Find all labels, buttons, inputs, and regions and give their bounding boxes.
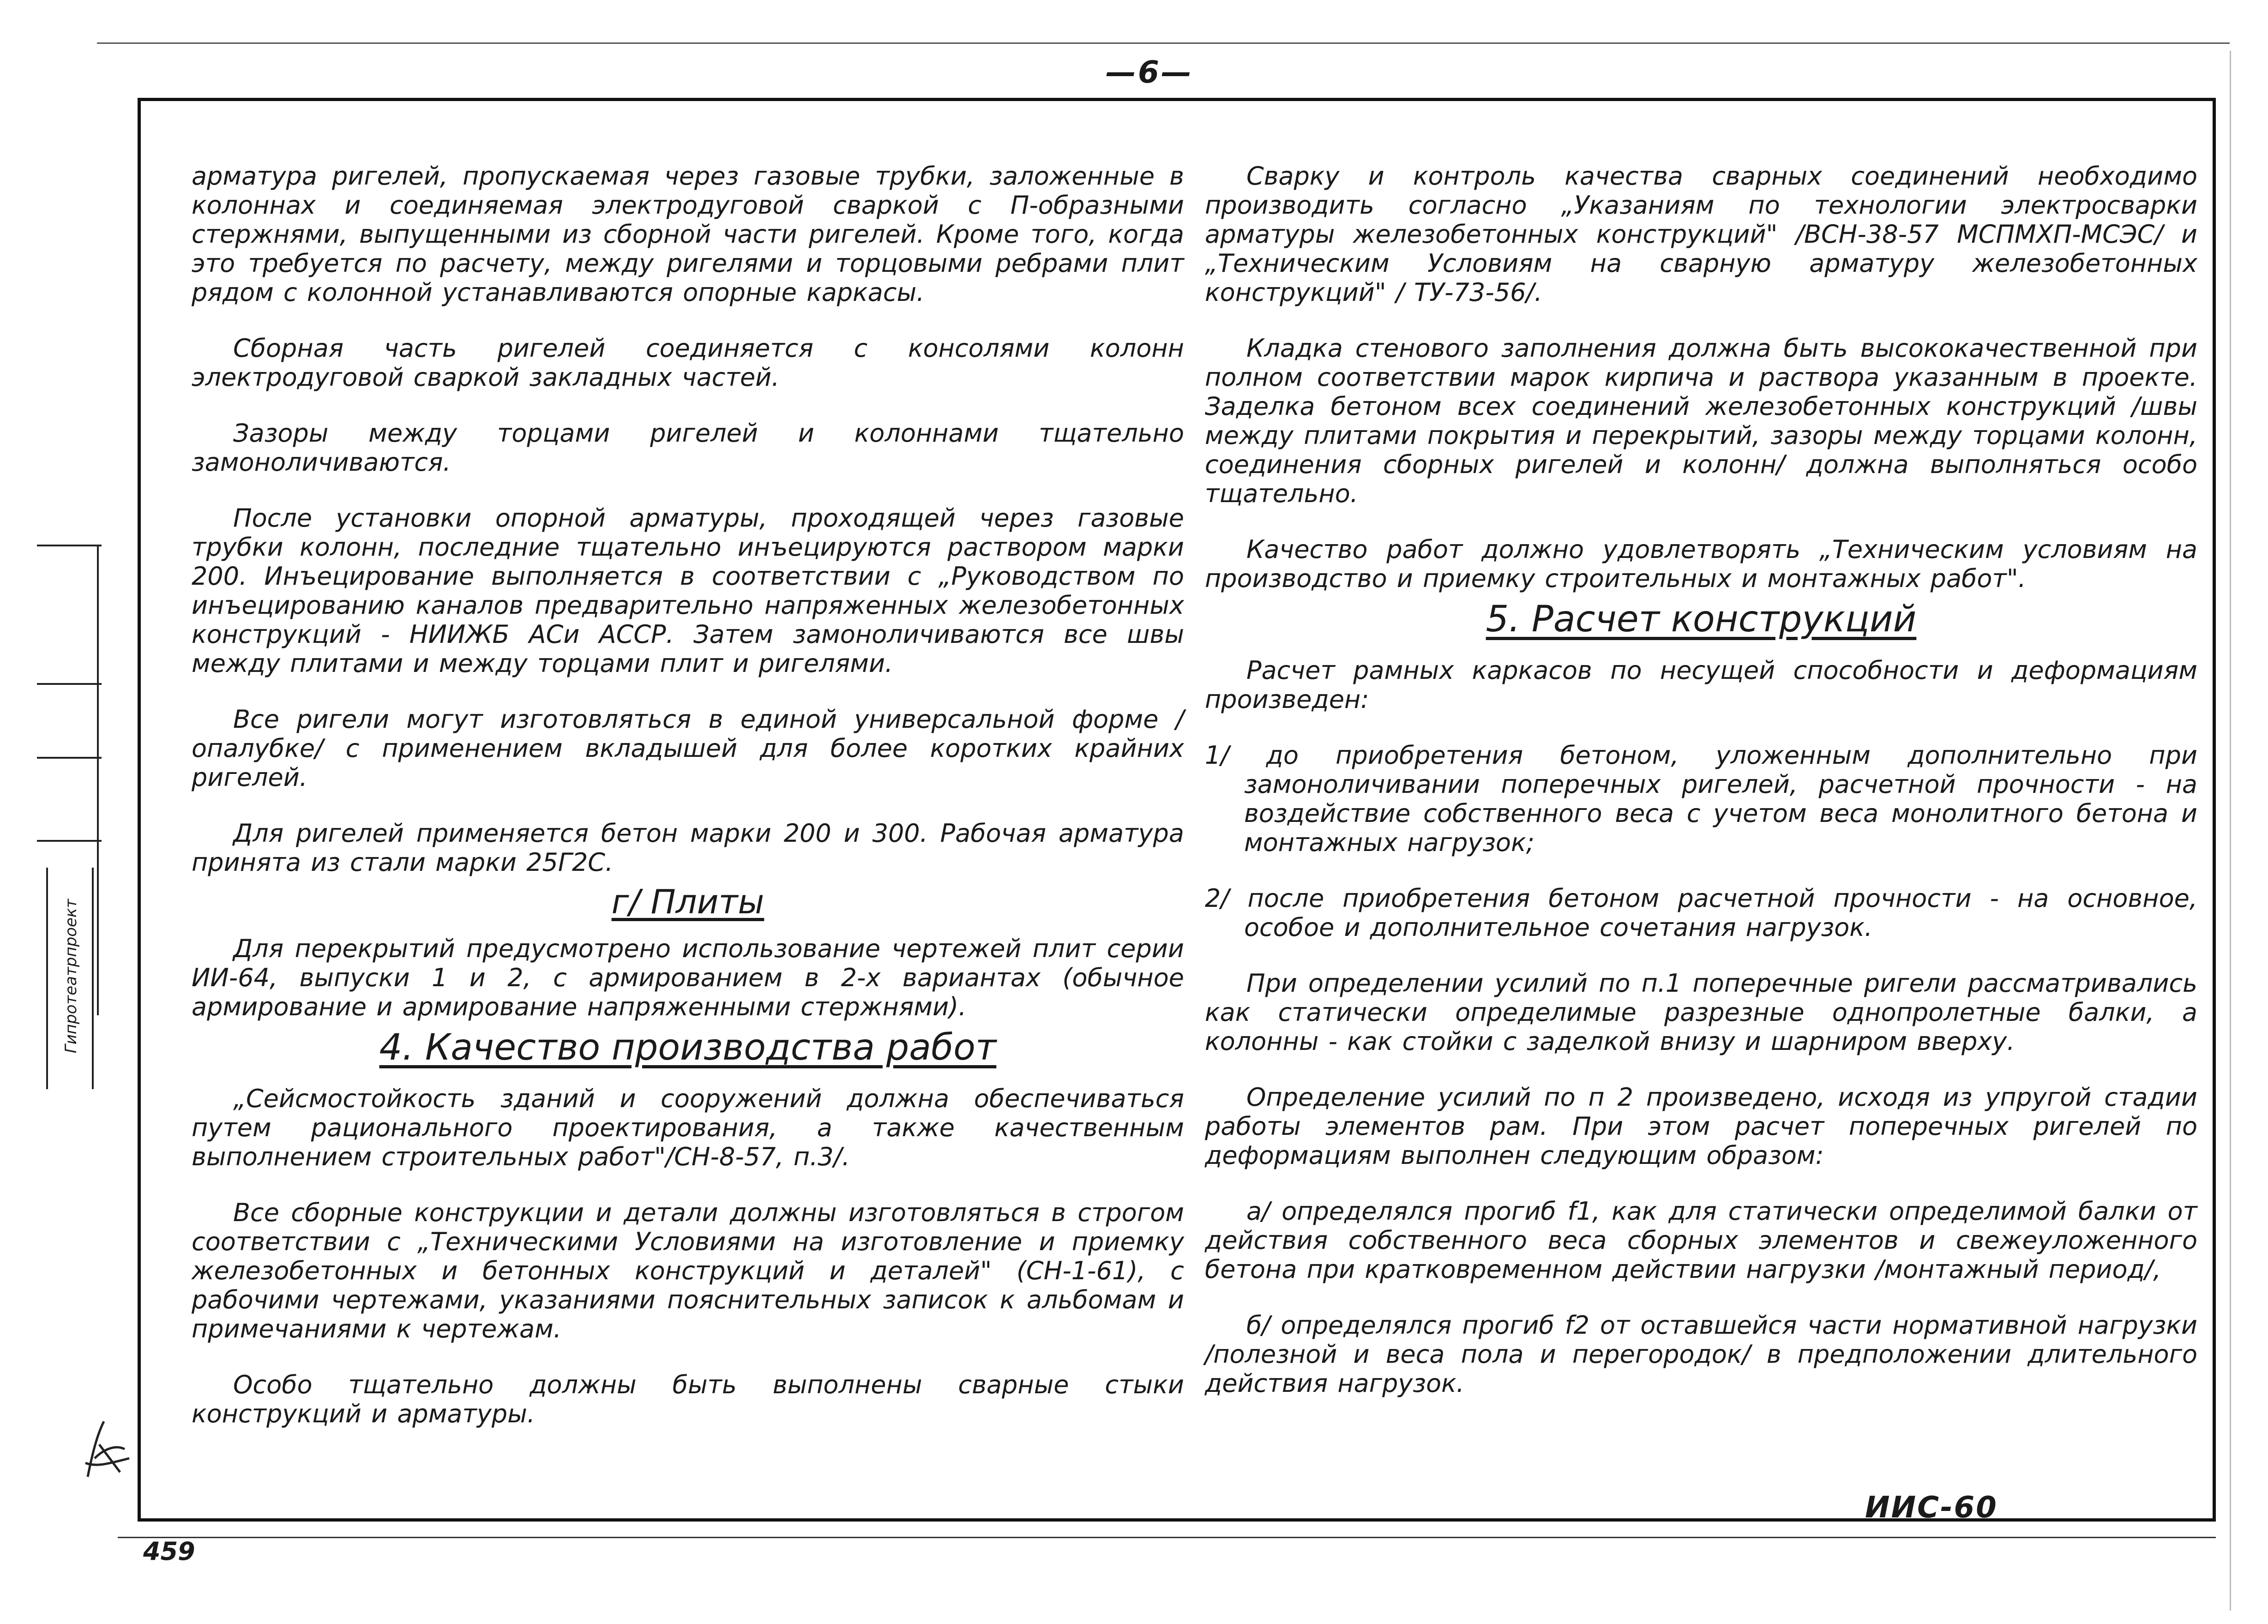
stamp-text: Гипротеатрпроект [62, 899, 80, 1054]
binding-tick [37, 757, 102, 759]
sheet-edge [2230, 51, 2231, 1611]
section-heading: 4. Качество производства работ [379, 1027, 997, 1068]
right-column [1205, 162, 2197, 1425]
paragraph: Для ригелей применяется бетон марки 200 и 300. Рабочая арматура принята из стали марки 25Г2С. [192, 819, 1184, 877]
left-column [192, 162, 1184, 1455]
paragraph: „Сейсмостойкость зданий и сооружений должна обеспечиваться путем рационального проектирования, а также качественным выполнением строительных работ"/СН-8-57, п.3/. [192, 1084, 1184, 1171]
paragraph: б/ определялся прогиб f2 от оставшейся части нормативной нагрузки /полезной и веса пола и перегородок/ в предположении длительного действия нагрузок. [1205, 1311, 2197, 1398]
section-heading: 5. Расчет конструкций [1486, 599, 1917, 640]
sheet-number: 459 [143, 1537, 195, 1566]
paragraph: Сборная часть ригелей соединяется с консолями колонн электродуговой сваркой закладных частей. [192, 334, 1184, 392]
page-number: —6— [1106, 54, 1193, 90]
paragraph: Все ригели могут изготовляться в единой универсальной форме /опалубке/ с применением вкладышей для более коротких крайних ригелей. [192, 705, 1184, 792]
paragraph: После установки опорной арматуры, проходящей через газовые трубки колонн, последние тщательно инъецируются раствором марки 200. Инъецирование выполняется в соответствии с „Руководством по инъецированию каналов предварительно напряженных железобетонных конструкций - НИИЖБ АСи АССР. Затем замоноличиваются все швы между плитами и между торцами плит и ригелями. [192, 503, 1184, 678]
binding-line [97, 545, 99, 1015]
subsection-heading: г/ Плиты [611, 882, 764, 921]
signature [78, 1417, 134, 1486]
paragraph: Зазоры между торцами ригелей и колоннами тщательно замоноличиваются. [192, 419, 1184, 477]
paragraph: Для перекрытий предусмотрено использование чертежей плит серии ИИ-64, выпуски 1 и 2, с армированием в 2-х вариантах (обычное армирование и армирование напряженными стержнями). [192, 934, 1184, 1021]
binding-tick [37, 683, 102, 685]
frame-base-line [118, 1537, 2216, 1538]
paragraph: Расчет рамных каркасов по несущей способности и деформациям произведен: [1205, 656, 2197, 714]
paragraph: а/ определялся прогиб f1, как для статически определимой балки от действия собственного веса сборных элементов и свежеуложенного бетона при кратковременном действии нагрузки /монтажный период/, [1205, 1197, 2197, 1284]
paragraph: Качество работ должно удовлетворять „Техническим условиям на производство и приемку строительных и монтажных работ". [1205, 535, 2197, 593]
binding-tick [37, 545, 102, 546]
list-item: 2/ после приобретения бетоном расчетной прочности - на основное, особое и дополнительное сочетания нагрузок. [1205, 884, 2197, 942]
paragraph: Сварку и контроль качества сварных соединений необходимо производить согласно „Указаниям по технологии электросварки арматуры железобетонных конструкций" /ВСН-38-57 МСПМХП-МСЭС/ и „Техническим Условиям на сварную арматуру железобетонных конструкций" / ТУ-73-56/. [1205, 162, 2197, 307]
list-item: 1/ до приобретения бетоном, уложенным дополнительно при замоноличивании поперечных ригелей, расчетной прочности - на воздействие собственного веса с учетом веса монолитного бетона и монтажных нагрузок; [1205, 741, 2197, 857]
paragraph: Определение усилий по п 2 произведено, исходя из упругой стадии работы элементов рам. При этом расчет поперечных ригелей по деформациям выполнен следующим образом: [1205, 1083, 2197, 1170]
paragraph: Все сборные конструкции и детали должны изготовляться в строгом соответствии с „Техническими Условиями на изготовление и приемку железобетонных и бетонных конструкций и деталей" (СН-1-61), с рабочими чертежами, указаниями пояснительных записок к альбомам и примечаниями к чертежам. [192, 1198, 1184, 1343]
document-code: ИИС-60 [1865, 1491, 1998, 1525]
paragraph: Кладка стенового заполнения должна быть высококачественной при полном соответствии марок кирпича и раствора указанным в проекте. Заделка бетоном всех соединений железобетонных конструкций /швы между плитами покрытия и перекрытий, зазоры между торцами колонн, соединения сборных ригелей и колонн/ должна выполняться особо тщательно. [1205, 334, 2197, 508]
binding-margin [37, 545, 120, 1054]
top-rule [97, 42, 2230, 44]
binding-tick [37, 840, 102, 842]
paragraph: При определении усилий по п.1 поперечные ригели рассматривались как статически определимые разрезные однопролетные балки, а колонны - как стойки с заделкой внизу и шарниром вверху. [1205, 969, 2197, 1056]
paragraph: Особо тщательно должны быть выполнены сварные стыки конструкций и арматуры. [192, 1370, 1184, 1428]
organization-stamp [46, 868, 94, 1089]
paragraph: арматура ригелей, пропускаемая через газовые трубки, заложенные в колоннах и соединяемая электродуговой сваркой с П-образными стержнями, выпущенными из сборной части ригелей. Кроме того, когда это требуется по расчету, между ригелями и торцовыми ребрами плит рядом с колонной устанавливаются опорные каркасы. [192, 162, 1184, 307]
